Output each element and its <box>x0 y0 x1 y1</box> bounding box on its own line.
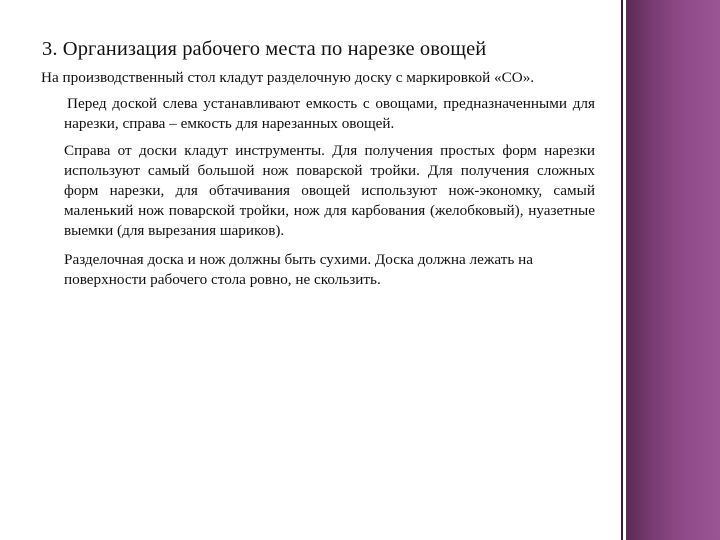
paragraph-cutting-board: На производственный стол кладут разделочную доску с маркировкой «СО». <box>41 69 535 86</box>
decorative-side-panel <box>626 0 720 540</box>
paragraph-requirements: Разделочная доска и нож должны быть сухими. Доска должна лежать на поверхности рабочего стола ровно, не скользить. <box>64 251 533 288</box>
slide-title: 3. Организация рабочего места по нарезке овощей <box>42 38 487 60</box>
slide-content <box>42 38 595 295</box>
paragraph-containers: Перед доской слева устанавливают емкость с овощами, предназначенными для нарезки, справа – емкость для нарезанных овощей. <box>64 95 595 132</box>
paragraph-tools: Справа от доски кладут инструменты. Для получения простых форм нарезки используют самый большой нож поварской тройки. Для получения сложных форм нарезки, для обтачивания овощей используют нож-экономку, самый маленький нож поварской тройки, нож для карбования (желобковый), нуазетные выемки (для вырезания шариков). <box>64 142 595 239</box>
